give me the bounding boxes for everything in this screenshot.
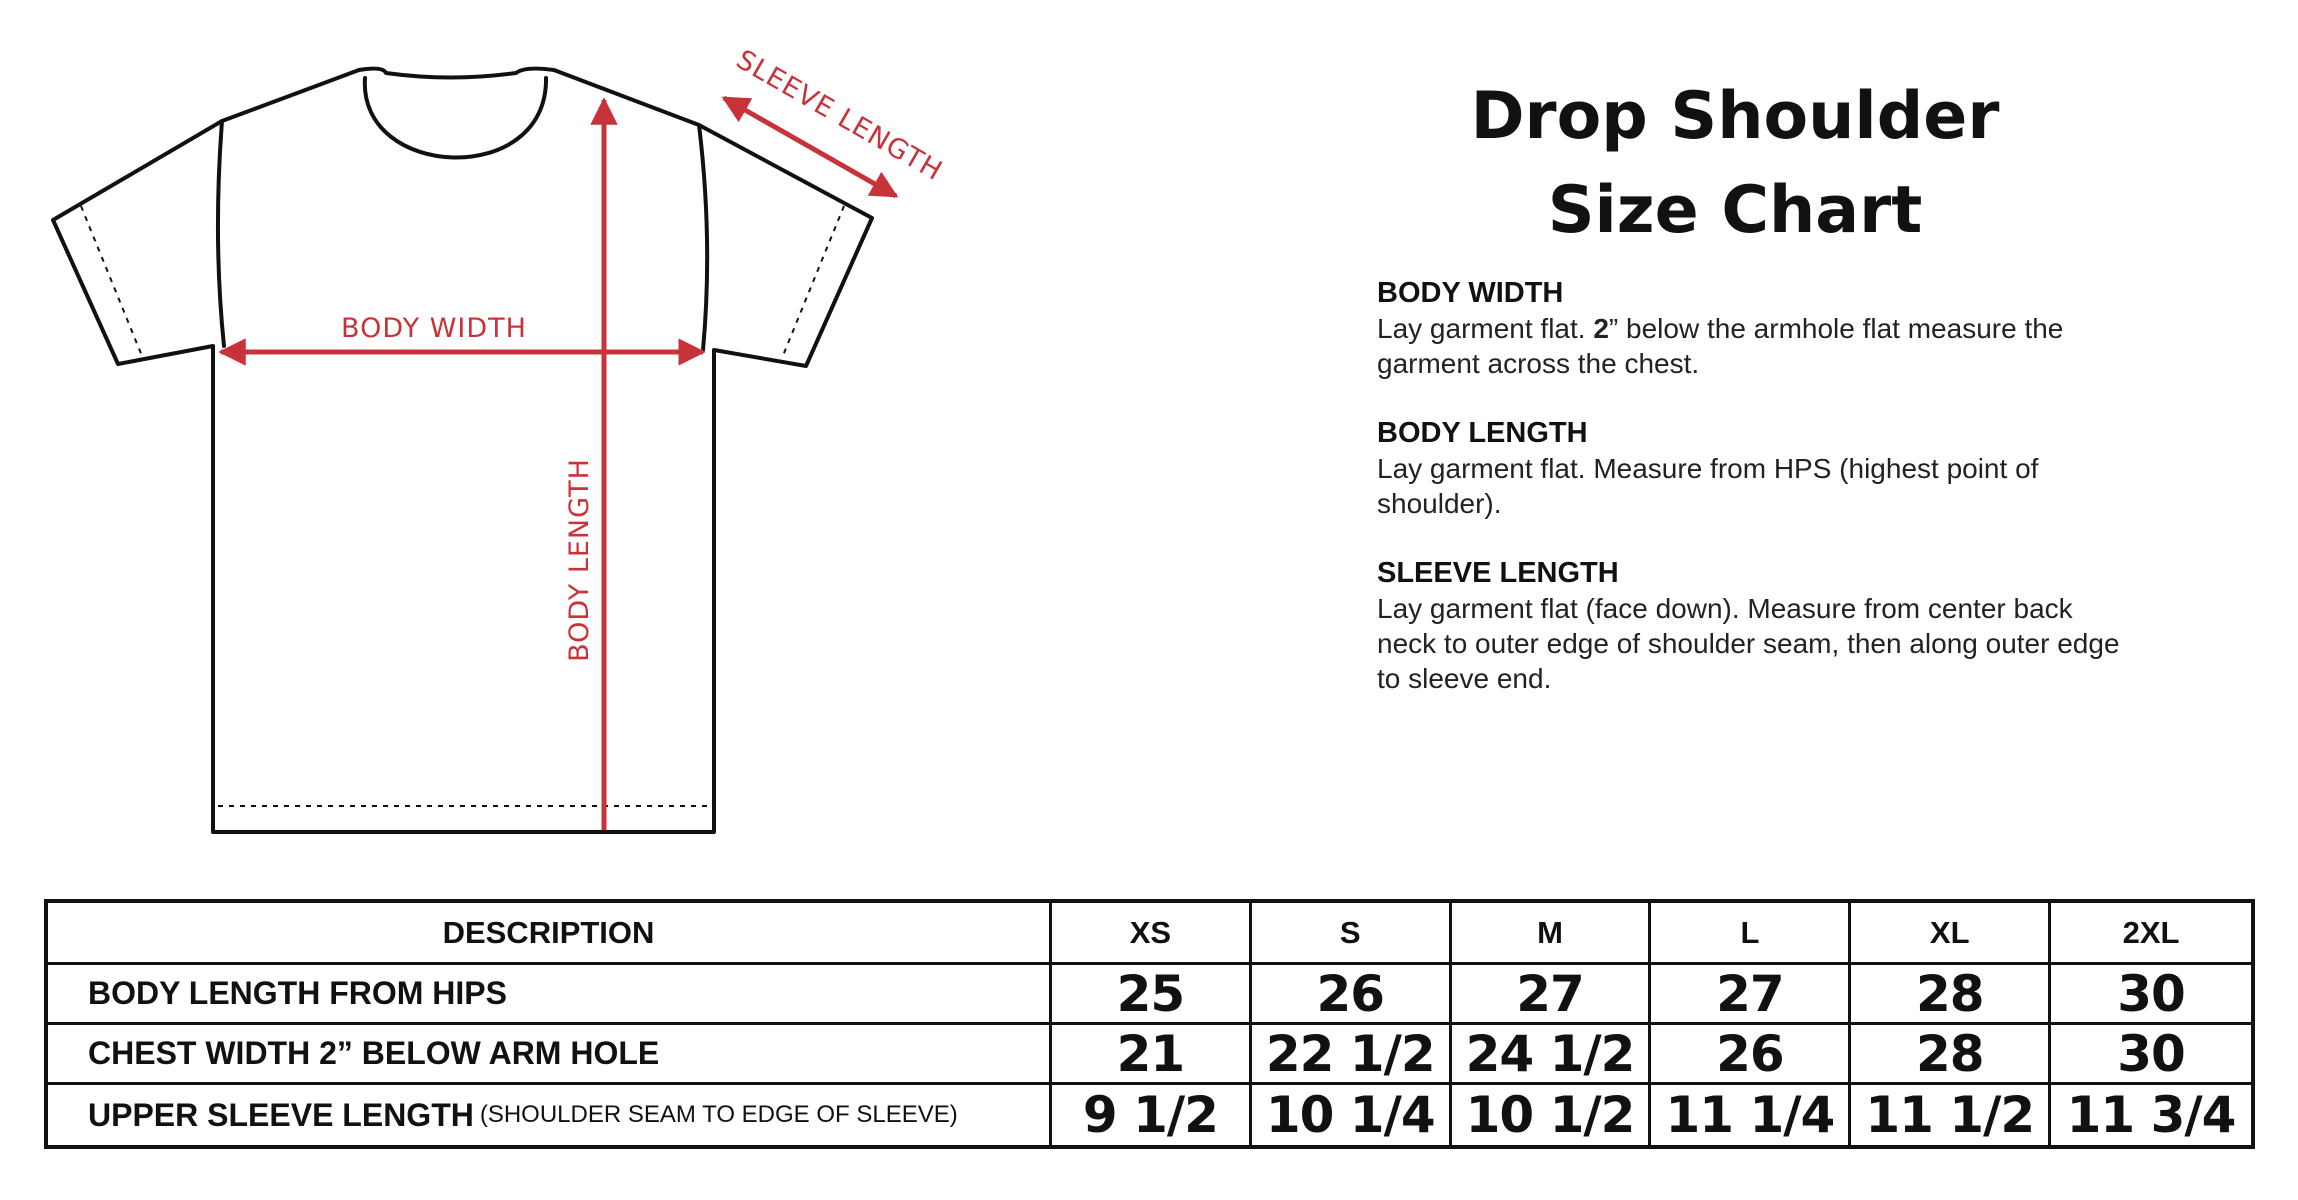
size-table — [44, 899, 2255, 1149]
section-text: Lay garment flat. Measure from HPS (highest point of shoulder). — [1377, 452, 2039, 519]
row-label — [48, 1025, 1052, 1085]
table-cell: 26 — [1651, 1025, 1851, 1085]
table-cell: 10 1/4 — [1252, 1085, 1452, 1145]
stitch-lines — [81, 206, 844, 806]
section-text-part: ” below the armhole flat measure the garment across the chest. — [1377, 312, 2064, 379]
label-body-width: BODY WIDTH — [341, 313, 527, 344]
row-label — [48, 965, 1052, 1025]
table-cell: 10 1/2 — [1452, 1085, 1652, 1145]
section-text — [1377, 311, 2137, 381]
section-sleeve-length — [1377, 556, 2137, 696]
page-subtitle: Size Chart — [1547, 173, 1923, 248]
header-size: S — [1252, 903, 1452, 965]
row-label-text: BODY LENGTH FROM HIPS — [88, 975, 507, 1011]
row-label-text: UPPER SLEEVE LENGTH — [88, 1096, 474, 1133]
header-size: M — [1452, 903, 1652, 965]
section-text: Lay garment flat (face down). Measure from center back neck to outer edge of shoulder seam, then along outer edge to sleeve end. — [1377, 592, 2120, 694]
table-cell: 24 1/2 — [1452, 1025, 1652, 1085]
table-cell: 27 — [1452, 965, 1652, 1025]
table-cell: 11 1/4 — [1651, 1085, 1851, 1145]
section-text-bold: 2 — [1593, 312, 1609, 344]
page-title: Drop Shoulder — [1470, 79, 2000, 154]
table-cell: 22 1/2 — [1252, 1025, 1452, 1085]
table-cell: 11 3/4 — [2066, 1086, 2236, 1144]
row-label-note: (SHOULDER SEAM TO EDGE OF SLEEVE) — [479, 1101, 958, 1128]
row-label-text: CHEST WIDTH 2” BELOW ARM HOLE — [88, 1035, 660, 1071]
header-description: DESCRIPTION — [48, 903, 1052, 965]
table-cell: 27 — [1651, 965, 1851, 1025]
table-cell: 11 1/2 — [1851, 1085, 2051, 1145]
table-cell: 9 1/2 — [1052, 1085, 1252, 1145]
tshirt-diagram — [0, 0, 960, 860]
table-cell: 30 — [2051, 965, 2251, 1025]
table-cell: 28 — [1851, 1025, 2051, 1085]
header-size: XL — [1851, 903, 2051, 965]
header-size: XS — [1052, 903, 1252, 965]
table-cell: 30 — [2051, 1025, 2251, 1085]
table-cell: 26 — [1252, 965, 1452, 1025]
header-size: 2XL — [2051, 903, 2251, 965]
label-body-length: BODY LENGTH — [564, 458, 595, 662]
section-body-length — [1377, 416, 2137, 521]
collar-outline — [365, 78, 546, 158]
measure-arrows — [221, 98, 896, 830]
table-cell: 25 — [1052, 965, 1252, 1025]
row-label — [48, 1085, 1052, 1145]
section-heading: BODY WIDTH — [1377, 277, 1564, 309]
table-cell: 21 — [1052, 1025, 1252, 1085]
section-heading: BODY LENGTH — [1377, 417, 1588, 449]
section-heading: SLEEVE LENGTH — [1377, 557, 1619, 589]
tshirt-outline — [53, 69, 872, 832]
table-cell: 28 — [1851, 965, 2051, 1025]
section-body-width — [1377, 276, 2137, 381]
section-text-part: Lay garment flat. — [1377, 312, 1594, 344]
header-size: L — [1651, 903, 1851, 965]
label-sleeve-length: SLEEVE LENGTH — [730, 44, 948, 188]
